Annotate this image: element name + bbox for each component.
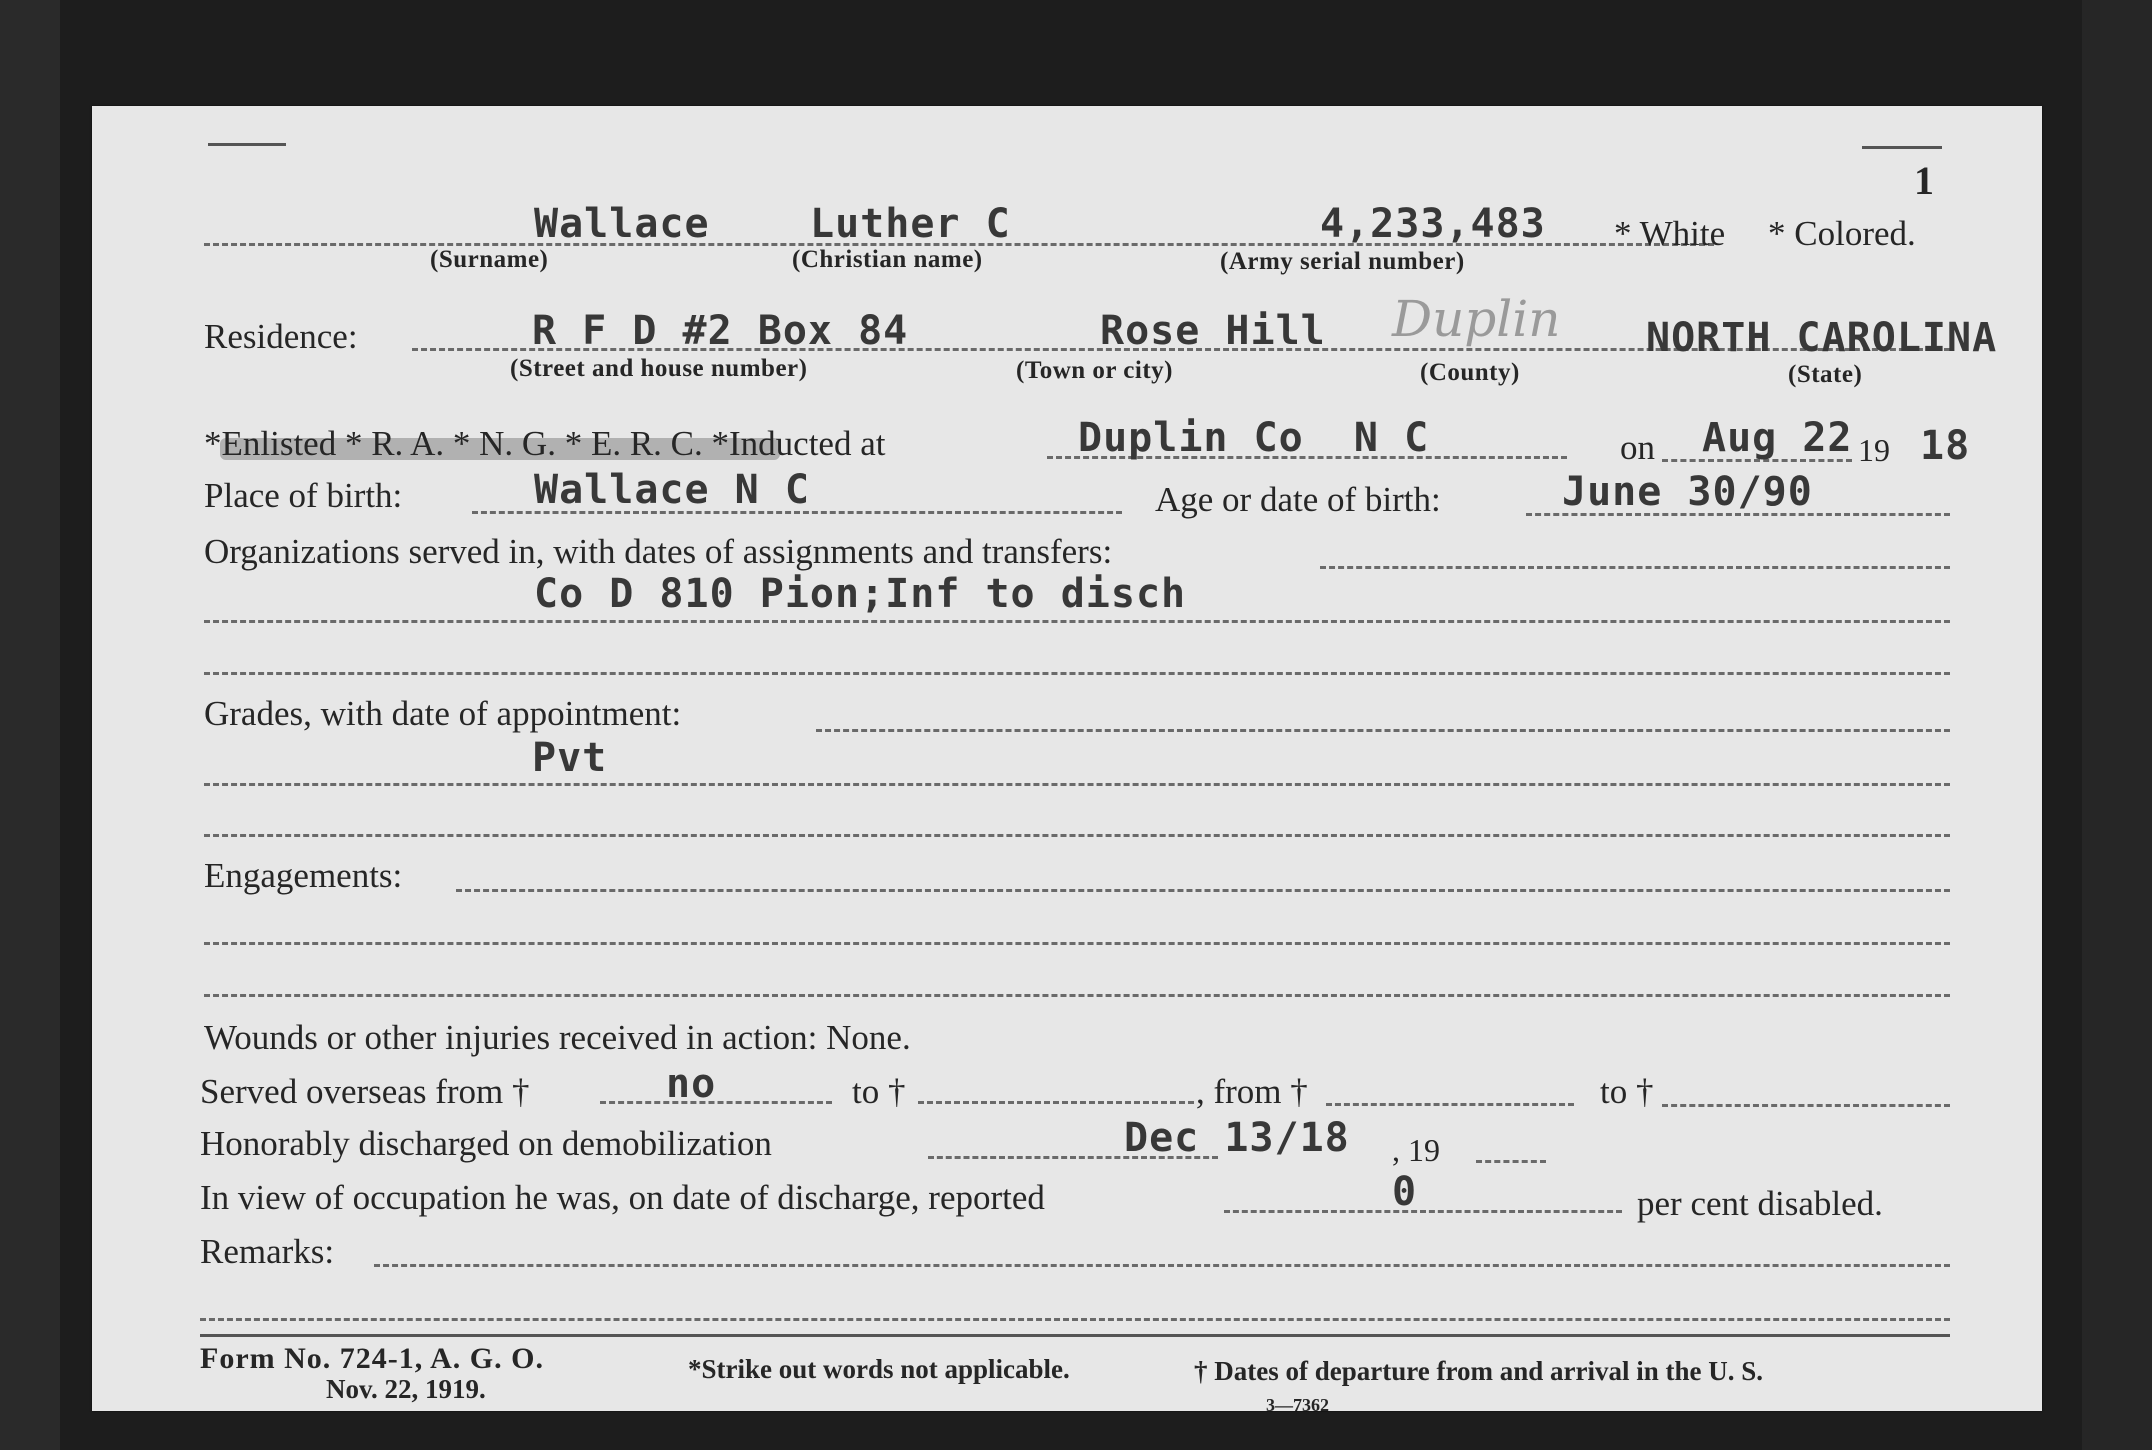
serial-caption: (Army serial number) [1220,248,1465,275]
disability-suffix: per cent disabled. [1637,1184,1883,1223]
organizations-label: Organizations served in, with dates of assignments and transfers: [204,532,1113,571]
inducted-at-value: Duplin Co N C [1078,415,1430,461]
overseas-to-label: to † [852,1072,906,1111]
footer-rule [200,1334,1950,1337]
organizations-value: Co D 810 Pion;Inf to disch [534,571,1187,617]
surname-value: Wallace [534,201,710,247]
residence-label: Residence: [204,317,358,356]
engagements-line-2 [204,942,1950,945]
serial-number-value: 4,233,483 [1320,201,1546,247]
town-caption: (Town or city) [1016,357,1173,384]
remarks-line-2 [200,1318,1950,1321]
county-caption: (County) [1420,359,1520,386]
print-code: 3—7362 [1266,1395,1329,1415]
discharge-year-suffix: , 19 [1392,1132,1440,1168]
white-label: * White [1614,214,1726,253]
street-value: R F D #2 Box 84 [532,308,909,354]
christian-name-value: Luther C [810,201,1011,247]
overseas-value: no [666,1061,717,1107]
place-of-birth-label: Place of birth: [204,476,403,515]
strike-out-note: *Strike out words not applicable. [688,1354,1070,1384]
induction-date-value: Aug 22 [1702,415,1853,461]
disability-label: In view of occupation he was, on date of discharge, reported [200,1178,1045,1217]
discharge-label: Honorably discharged on demobilization [200,1124,772,1163]
discharge-year-line [1476,1160,1546,1163]
card-number: 1 [1914,158,1934,203]
remarks-line-1 [374,1264,1950,1267]
county-value: Duplin [1392,290,1561,348]
grades-line-2 [204,783,1950,786]
engagements-line-1 [456,889,1950,892]
engagements-label: Engagements: [204,856,403,895]
induction-year-prefix: 19 [1858,432,1890,468]
form-date: Nov. 22, 1919. [326,1374,486,1404]
dates-note: † Dates of departure from and arrival in the U. S. [1194,1356,1763,1386]
state-value: NORTH CAROLINA [1646,315,1998,361]
disability-value: 0 [1392,1169,1418,1215]
street-caption: (Street and house number) [510,355,808,382]
state-caption: (State) [1788,361,1863,388]
wounds-label: Wounds or other injuries received in action: None. [204,1018,911,1057]
age-label: Age or date of birth: [1155,480,1441,519]
overseas-from2-line [1326,1103,1574,1106]
place-of-birth-value: Wallace N C [534,467,810,513]
scan-background-right [2082,0,2152,1450]
top-right-rule [1862,146,1942,149]
surname-caption: (Surname) [430,246,549,273]
grades-label: Grades, with date of appointment: [204,694,682,733]
top-left-rule [208,143,286,146]
grades-value: Pvt [532,735,608,781]
on-label: on [1620,428,1655,467]
overseas-to2-label: to † [1600,1072,1654,1111]
engagements-line-3 [204,994,1950,997]
organizations-line-1 [1320,566,1950,569]
overseas-label: Served overseas from † [200,1072,530,1111]
induction-year-value: 18 [1920,423,1971,469]
form-number: Form No. 724-1, A. G. O. [200,1342,544,1375]
discharge-date-value: Dec 13/18 [1124,1115,1350,1161]
christian-name-caption: (Christian name) [792,246,983,273]
scan-background-left [0,0,60,1450]
remarks-label: Remarks: [200,1232,335,1271]
overseas-to-line [918,1101,1194,1104]
overseas-from2-label: , from † [1196,1072,1308,1111]
overseas-to2-line [1662,1104,1950,1107]
town-value: Rose Hill [1100,308,1326,354]
colored-label: * Colored. [1768,214,1916,253]
disability-line [1224,1210,1622,1213]
service-record-card [92,106,2042,1415]
organizations-line-3 [204,672,1950,675]
organizations-line-2 [204,620,1950,623]
enlistment-label: *Enlisted * R. A. * N. G. * E. R. C. *Inducted at [204,424,886,463]
grades-line-1 [816,729,1950,732]
date-of-birth-value: June 30/90 [1562,469,1813,515]
grades-line-3 [204,834,1950,837]
